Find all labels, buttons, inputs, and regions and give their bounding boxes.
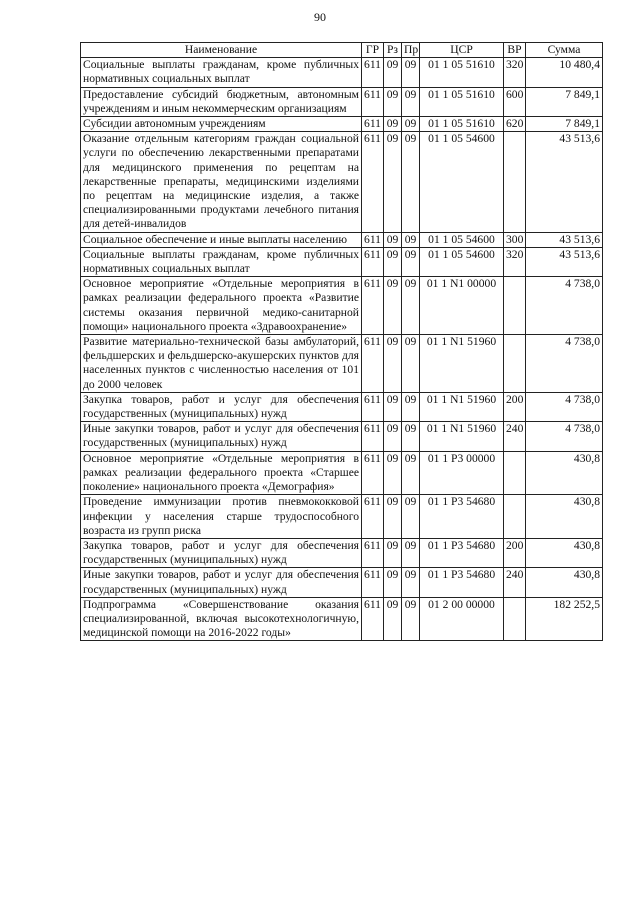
header-pr: Пр bbox=[402, 43, 420, 58]
table-row bbox=[81, 335, 603, 393]
cell-sum: 4 738,0 bbox=[526, 277, 603, 335]
table-row bbox=[81, 422, 603, 451]
cell-pr: 09 bbox=[402, 232, 420, 247]
header-gr: ГР bbox=[362, 43, 384, 58]
cell-csr: 01 1 05 54600 bbox=[420, 232, 504, 247]
cell-sum: 4 738,0 bbox=[526, 392, 603, 421]
cell-name: Закупка товаров, работ и услуг для обеспечения государственных (муниципальных) нужд bbox=[81, 392, 362, 421]
cell-name: Проведение иммунизации против пневмококковой инфекции у населения старше трудоспособного возраста из групп риска bbox=[81, 495, 362, 539]
cell-gr: 611 bbox=[362, 87, 384, 116]
table-row bbox=[81, 117, 603, 132]
cell-sum: 7 849,1 bbox=[526, 87, 603, 116]
cell-name: Субсидии автономным учреждениям bbox=[81, 117, 362, 132]
cell-rz: 09 bbox=[384, 335, 402, 393]
cell-name: Закупка товаров, работ и услуг для обеспечения государственных (муниципальных) нужд bbox=[81, 538, 362, 567]
cell-pr: 09 bbox=[402, 495, 420, 539]
cell-vr bbox=[504, 451, 526, 495]
table-row bbox=[81, 568, 603, 597]
header-row bbox=[81, 43, 603, 58]
table-row bbox=[81, 277, 603, 335]
cell-name: Предоставление субсидий бюджетным, автономным учреждениям и иным некоммерческим организациям bbox=[81, 87, 362, 116]
cell-vr: 240 bbox=[504, 422, 526, 451]
cell-sum: 43 513,6 bbox=[526, 232, 603, 247]
cell-vr: 200 bbox=[504, 392, 526, 421]
cell-sum: 430,8 bbox=[526, 495, 603, 539]
cell-rz: 09 bbox=[384, 597, 402, 641]
cell-pr: 09 bbox=[402, 451, 420, 495]
cell-pr: 09 bbox=[402, 87, 420, 116]
table-row bbox=[81, 451, 603, 495]
cell-csr: 01 1 P3 54680 bbox=[420, 538, 504, 567]
cell-rz: 09 bbox=[384, 87, 402, 116]
cell-csr: 01 1 05 51610 bbox=[420, 117, 504, 132]
cell-gr: 611 bbox=[362, 335, 384, 393]
cell-pr: 09 bbox=[402, 58, 420, 87]
table-row bbox=[81, 392, 603, 421]
header-csr: ЦСР bbox=[420, 43, 504, 58]
cell-name: Социальное обеспечение и иные выплаты населению bbox=[81, 232, 362, 247]
cell-pr: 09 bbox=[402, 422, 420, 451]
cell-rz: 09 bbox=[384, 451, 402, 495]
cell-gr: 611 bbox=[362, 568, 384, 597]
cell-sum: 43 513,6 bbox=[526, 247, 603, 276]
cell-sum: 430,8 bbox=[526, 568, 603, 597]
cell-rz: 09 bbox=[384, 117, 402, 132]
cell-vr: 600 bbox=[504, 87, 526, 116]
cell-gr: 611 bbox=[362, 232, 384, 247]
cell-sum: 4 738,0 bbox=[526, 335, 603, 393]
cell-csr: 01 1 05 54600 bbox=[420, 247, 504, 276]
cell-sum: 430,8 bbox=[526, 451, 603, 495]
cell-rz: 09 bbox=[384, 277, 402, 335]
cell-rz: 09 bbox=[384, 422, 402, 451]
cell-rz: 09 bbox=[384, 392, 402, 421]
cell-name: Основное мероприятие «Отдельные мероприятия в рамках реализации федерального проекта «Развитие системы оказания первичной медико-санитарной помощи» национального проекта «Здравоохранение» bbox=[81, 277, 362, 335]
cell-vr bbox=[504, 335, 526, 393]
table-row bbox=[81, 58, 603, 87]
cell-gr: 611 bbox=[362, 58, 384, 87]
cell-vr bbox=[504, 132, 526, 232]
table-row bbox=[81, 247, 603, 276]
cell-pr: 09 bbox=[402, 568, 420, 597]
cell-pr: 09 bbox=[402, 392, 420, 421]
cell-rz: 09 bbox=[384, 247, 402, 276]
cell-pr: 09 bbox=[402, 538, 420, 567]
cell-rz: 09 bbox=[384, 132, 402, 232]
cell-gr: 611 bbox=[362, 277, 384, 335]
cell-pr: 09 bbox=[402, 335, 420, 393]
cell-csr: 01 1 P3 54680 bbox=[420, 568, 504, 597]
cell-gr: 611 bbox=[362, 422, 384, 451]
cell-rz: 09 bbox=[384, 495, 402, 539]
cell-csr: 01 1 05 51610 bbox=[420, 58, 504, 87]
cell-csr: 01 1 N1 51960 bbox=[420, 335, 504, 393]
cell-name: Иные закупки товаров, работ и услуг для обеспечения государственных (муниципальных) нужд bbox=[81, 568, 362, 597]
cell-sum: 182 252,5 bbox=[526, 597, 603, 641]
cell-pr: 09 bbox=[402, 597, 420, 641]
cell-vr bbox=[504, 597, 526, 641]
cell-gr: 611 bbox=[362, 538, 384, 567]
cell-gr: 611 bbox=[362, 597, 384, 641]
cell-gr: 611 bbox=[362, 117, 384, 132]
cell-gr: 611 bbox=[362, 495, 384, 539]
cell-rz: 09 bbox=[384, 58, 402, 87]
cell-sum: 4 738,0 bbox=[526, 422, 603, 451]
cell-vr: 320 bbox=[504, 247, 526, 276]
table-row bbox=[81, 232, 603, 247]
cell-vr: 300 bbox=[504, 232, 526, 247]
cell-pr: 09 bbox=[402, 247, 420, 276]
cell-name: Оказание отдельным категориям граждан социальной услуги по обеспечению лекарственными препаратами для медицинского применения по рецептам на лекарственные препараты, медицинскими изделиями по рецептам на медицинские изделия, а также специализированными продуктами лечебного питания для детей-инвалидов bbox=[81, 132, 362, 232]
header-sum: Сумма bbox=[526, 43, 603, 58]
cell-vr: 200 bbox=[504, 538, 526, 567]
cell-csr: 01 1 P3 54680 bbox=[420, 495, 504, 539]
cell-vr: 620 bbox=[504, 117, 526, 132]
cell-vr bbox=[504, 495, 526, 539]
cell-vr: 320 bbox=[504, 58, 526, 87]
table-row bbox=[81, 132, 603, 232]
table-header bbox=[81, 43, 603, 58]
cell-sum: 7 849,1 bbox=[526, 117, 603, 132]
cell-name: Подпрограмма «Совершенствование оказания специализированной, включая высокотехнологичную, медицинской помощи на 2016-2022 годы» bbox=[81, 597, 362, 641]
cell-pr: 09 bbox=[402, 117, 420, 132]
cell-sum: 10 480,4 bbox=[526, 58, 603, 87]
cell-rz: 09 bbox=[384, 232, 402, 247]
cell-name: Развитие материально-технической базы амбулаторий, фельдшерских и фельдшерско-акушерских пунктов для населенных пунктов с численностью населения от 101 до 2000 человек bbox=[81, 335, 362, 393]
cell-csr: 01 1 05 51610 bbox=[420, 87, 504, 116]
cell-name: Основное мероприятие «Отдельные мероприятия в рамках реализации федерального проекта «Старшее поколение» национального проекта «Демография» bbox=[81, 451, 362, 495]
cell-name: Социальные выплаты гражданам, кроме публичных нормативных социальных выплат bbox=[81, 58, 362, 87]
table-row bbox=[81, 597, 603, 641]
cell-sum: 430,8 bbox=[526, 538, 603, 567]
cell-gr: 611 bbox=[362, 247, 384, 276]
cell-name: Социальные выплаты гражданам, кроме публичных нормативных социальных выплат bbox=[81, 247, 362, 276]
cell-csr: 01 1 P3 00000 bbox=[420, 451, 504, 495]
header-vr: ВР bbox=[504, 43, 526, 58]
cell-csr: 01 2 00 00000 bbox=[420, 597, 504, 641]
cell-gr: 611 bbox=[362, 392, 384, 421]
cell-sum: 43 513,6 bbox=[526, 132, 603, 232]
cell-csr: 01 1 N1 51960 bbox=[420, 422, 504, 451]
cell-name: Иные закупки товаров, работ и услуг для обеспечения государственных (муниципальных) нужд bbox=[81, 422, 362, 451]
cell-csr: 01 1 N1 51960 bbox=[420, 392, 504, 421]
table-row bbox=[81, 538, 603, 567]
cell-pr: 09 bbox=[402, 132, 420, 232]
page-number: 90 bbox=[314, 10, 326, 24]
table-row bbox=[81, 495, 603, 539]
cell-vr: 240 bbox=[504, 568, 526, 597]
cell-csr: 01 1 05 54600 bbox=[420, 132, 504, 232]
cell-rz: 09 bbox=[384, 538, 402, 567]
header-name: Наименование bbox=[81, 43, 362, 58]
cell-csr: 01 1 N1 00000 bbox=[420, 277, 504, 335]
table-row bbox=[81, 87, 603, 116]
cell-gr: 611 bbox=[362, 451, 384, 495]
cell-pr: 09 bbox=[402, 277, 420, 335]
budget-table bbox=[80, 42, 603, 641]
cell-rz: 09 bbox=[384, 568, 402, 597]
cell-gr: 611 bbox=[362, 132, 384, 232]
cell-vr bbox=[504, 277, 526, 335]
table-body bbox=[81, 58, 603, 641]
header-rz: Рз bbox=[384, 43, 402, 58]
